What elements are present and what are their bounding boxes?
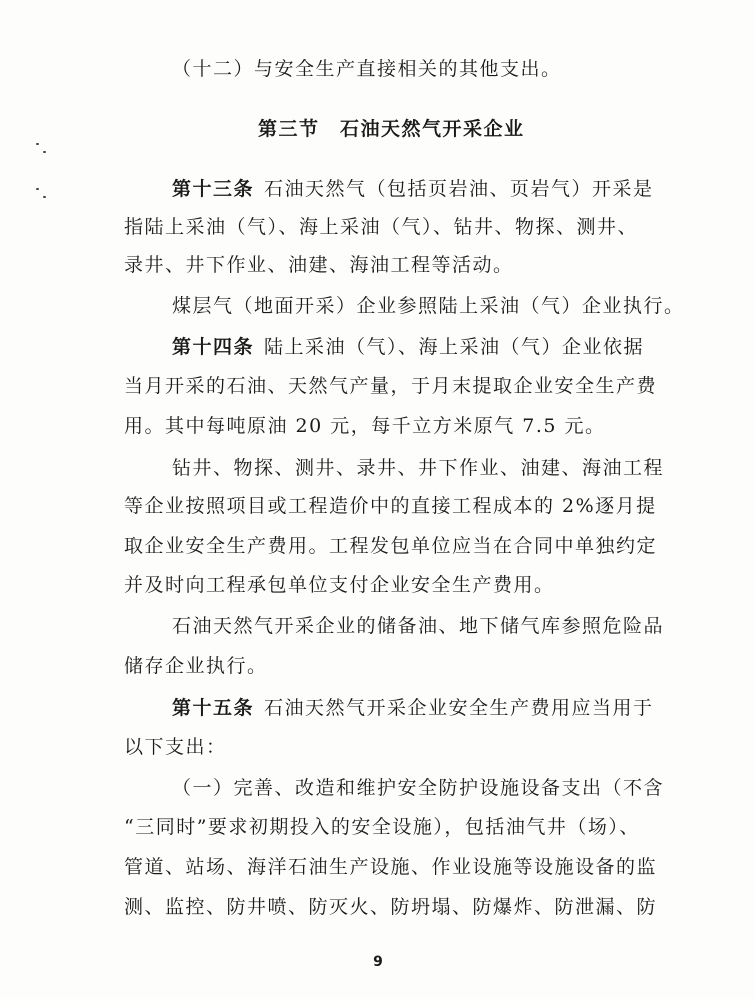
text-line: 石油天然气开采企业的储备油、地下储气库参照危险品	[172, 615, 665, 637]
text-line: 等企业按照项目或工程造价中的直接工程成本的 2%逐月提	[124, 495, 657, 517]
text-line: 录井、井下作业、油建、海油工程等活动。	[124, 254, 514, 276]
article-label: 第十五条	[172, 697, 255, 719]
article-line	[172, 335, 644, 359]
text-line: 钻井、物探、测井、录井、井下作业、油建、海油工程	[172, 457, 665, 479]
article-text: 陆上采油（气）、海上采油（气）企业依据	[264, 336, 645, 358]
scan-speck	[36, 188, 39, 190]
article-line	[172, 177, 654, 201]
scan-speck	[43, 151, 46, 153]
text-line: 管道、站场、海洋石油生产设施、作业设施等设施设备的监	[124, 856, 658, 878]
text-line: 取企业安全生产费用。工程发包单位应当在合同中单独约定	[124, 535, 658, 557]
text-line: 测、监控、防井喷、防灭火、防坍塌、防爆炸、防泄漏、防	[124, 896, 658, 918]
scan-speck	[36, 143, 39, 145]
article-label: 第十三条	[172, 178, 255, 200]
text-line: 用。其中每吨原油 20 元，每千立方米原气 7.5 元。	[124, 415, 606, 437]
section-heading: 第三节 石油天然气开采企业	[258, 118, 525, 140]
text-line: 指陆上采油（气）、海上采油（气）、钻井、物探、测井、	[124, 216, 639, 238]
text-line: （十二）与安全生产直接相关的其他支出。	[172, 58, 562, 80]
page-number: 9	[373, 954, 383, 970]
scan-speck	[43, 196, 46, 198]
article-text: 石油天然气（包括页岩油、页岩气）开采是	[264, 178, 654, 200]
article-label: 第十四条	[172, 336, 255, 358]
text-line: 煤层气（地面开采）企业参照陆上采油（气）企业执行。	[172, 295, 685, 317]
text-line: 储存企业执行。	[124, 655, 268, 677]
text-line: 并及时向工程承包单位支付企业安全生产费用。	[124, 574, 555, 596]
article-line	[172, 696, 654, 720]
text-line: “三同时”要求初期投入的安全设施），包括油气井（场）、	[124, 816, 640, 838]
article-text: 石油天然气开采企业安全生产费用应当用于	[264, 697, 654, 719]
text-line: （一）完善、改造和维护安全防护设施设备支出（不含	[172, 777, 665, 799]
text-line: 以下支出：	[124, 736, 227, 758]
text-line: 当月开采的石油、天然气产量，于月末提取企业安全生产费	[124, 375, 658, 397]
